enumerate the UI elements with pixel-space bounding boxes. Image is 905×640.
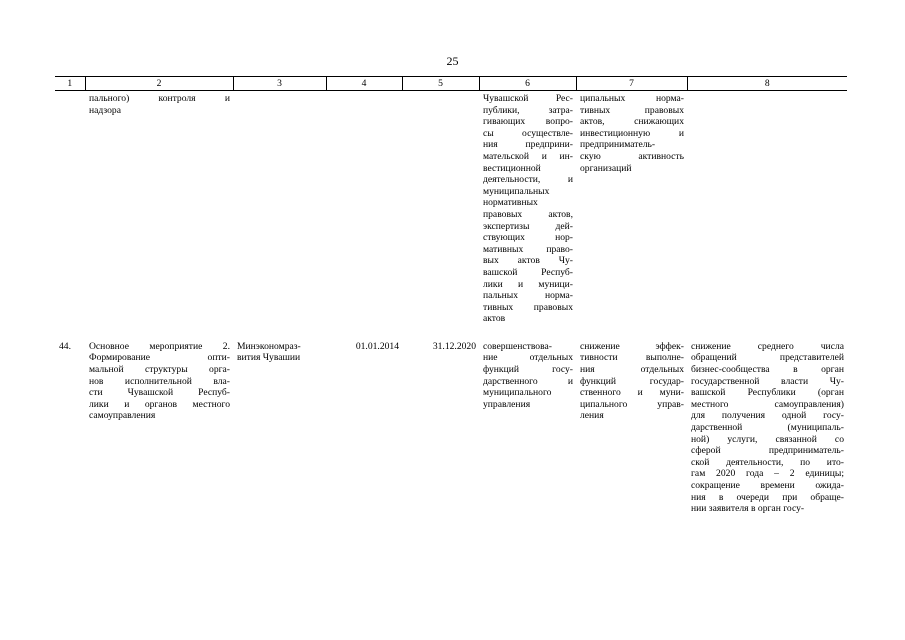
table-row [55, 325, 847, 515]
column-header: 5 [402, 77, 479, 91]
consequences-cell [576, 325, 687, 515]
cell-text-line: ной) услуги, связанной со [691, 433, 844, 445]
expected-result-cell [479, 91, 576, 325]
cell-text-line: вых актов Чу- [483, 255, 573, 267]
cell-text-line: вития Чувашии [237, 352, 301, 364]
start-date-cell: 01.01.2014 [355, 340, 399, 352]
consequences-cell [576, 91, 687, 325]
page-number: 25 [446, 54, 459, 68]
executor-cell [233, 325, 326, 515]
cell-text-line: местного самоуправления) [691, 398, 844, 410]
cell-text-line: ципальных норма- [580, 93, 684, 104]
column-header: 2 [85, 77, 233, 91]
cell-text-line: дарственной (муниципаль- [691, 422, 844, 434]
cell-text-line: снижение среднего числа [691, 340, 844, 352]
cell-text-line: актов [483, 313, 506, 325]
column-header: 3 [233, 77, 326, 91]
end-date-cell: 31.12.2020 [432, 340, 476, 352]
cell-text-line: Минэкономраз- [237, 340, 301, 352]
cell-text-line: ственного и муни- [580, 387, 684, 399]
measures-table [55, 76, 847, 515]
cell-text-line: совершенствова- [483, 340, 552, 352]
cell-text-line: деятельности, и [483, 174, 573, 186]
expected-result-cell [479, 325, 576, 515]
column-header: 7 [576, 77, 687, 91]
cell-text-line: ния отдельных [580, 364, 684, 376]
cell-text-line: ния предприни- [483, 139, 573, 151]
cell-text-line: управления [483, 398, 531, 410]
column-header: 4 [326, 77, 402, 91]
cell-text-line: бизнес-сообщества в орган [691, 364, 844, 376]
column-header: 1 [55, 77, 85, 91]
indicator-link-cell [687, 325, 847, 515]
cell-text-line: ния в очереди при обраще- [691, 491, 844, 503]
cell-text-line: пальных норма- [483, 290, 573, 302]
cell-text-line: гивающих вопро- [483, 116, 573, 128]
cell-text-line: сокращение времени ожида- [691, 480, 844, 491]
cell-text-line: тивности выполне- [580, 352, 684, 364]
row-number: 44. [59, 340, 71, 352]
cell-text-line: пального) контроля и [89, 93, 230, 104]
cell-text-line: Чувашской Рес- [483, 93, 573, 104]
cell-text-line: мативных право- [483, 243, 573, 255]
cell-text-line: самоуправления [89, 410, 156, 422]
cell-text-line: мательской и ин- [483, 150, 573, 162]
cell-text-line: актов, снижающих [580, 116, 684, 128]
cell-text-line: ние отдельных [483, 352, 573, 364]
table-row [55, 91, 847, 325]
indicator-link-cell [687, 91, 847, 325]
start-date-cell [326, 91, 402, 325]
cell-text-line: сти Чувашской Респуб- [89, 387, 230, 399]
cell-text-line: предприниматель- [580, 139, 656, 151]
cell-text-line: вашской Респуб- [483, 266, 573, 278]
cell-text-line: сы осуществле- [483, 127, 573, 139]
cell-text-line: мальной структуры орга- [89, 364, 230, 376]
cell-text-line: муниципального [483, 387, 552, 399]
cell-text-line: инвестиционную и [580, 127, 684, 139]
cell-text-line: публики, затра- [483, 104, 573, 116]
cell-text-line: сферой предприниматель- [691, 445, 844, 457]
cell-text-line: гам 2020 года – 2 единицы; [691, 468, 844, 480]
cell-text-line: ления [580, 410, 604, 422]
cell-text-line: дарственного и [483, 375, 573, 387]
cell-text-line: Формирование опти- [89, 352, 230, 364]
row-number [55, 91, 85, 325]
cell-text-line: муниципальных [483, 185, 550, 197]
end-date-cell [402, 91, 479, 325]
column-number-header [55, 77, 847, 91]
cell-text-line: экспертизы дей- [483, 220, 573, 232]
cell-text-line: тивных правовых [483, 301, 573, 313]
cell-text-line: тивных правовых [580, 104, 684, 116]
cell-text-line: обращений представителей [691, 352, 844, 364]
cell-text-line: Основное мероприятие 2. [89, 340, 230, 352]
cell-text-line: лики и органов местного [89, 398, 230, 410]
cell-text-line: нов исполнительной вла- [89, 375, 230, 387]
column-header: 6 [479, 77, 576, 91]
cell-text-line: для получения одной госу- [691, 410, 844, 422]
cell-text-line: ствующих нор- [483, 232, 573, 244]
measure-name-cell [85, 91, 233, 325]
executor-cell [233, 91, 326, 325]
measure-name-cell [85, 325, 233, 515]
cell-text-line: нии заявителя в орган госу- [691, 503, 805, 515]
cell-text-line: лики и муници- [483, 278, 573, 290]
cell-text-line: вашской Республики (орган [691, 387, 844, 399]
cell-text-line: правовых актов, [483, 208, 573, 220]
cell-text-line: государственной власти Чу- [691, 375, 844, 387]
cell-text-line: функций госу- [483, 364, 573, 376]
cell-text-line: скую активность [580, 150, 684, 162]
cell-text-line: организаций [580, 162, 632, 174]
cell-text-line: вестиционной [483, 162, 541, 174]
cell-text-line: ципального управ- [580, 398, 684, 410]
column-header: 8 [687, 77, 847, 91]
cell-text-line: ской деятельности, по ито- [691, 456, 844, 468]
cell-text-line: функций государ- [580, 375, 684, 387]
cell-text-line: нормативных [483, 197, 538, 209]
cell-text-line: снижение эффек- [580, 340, 684, 352]
cell-text-line: надзора [89, 104, 121, 116]
